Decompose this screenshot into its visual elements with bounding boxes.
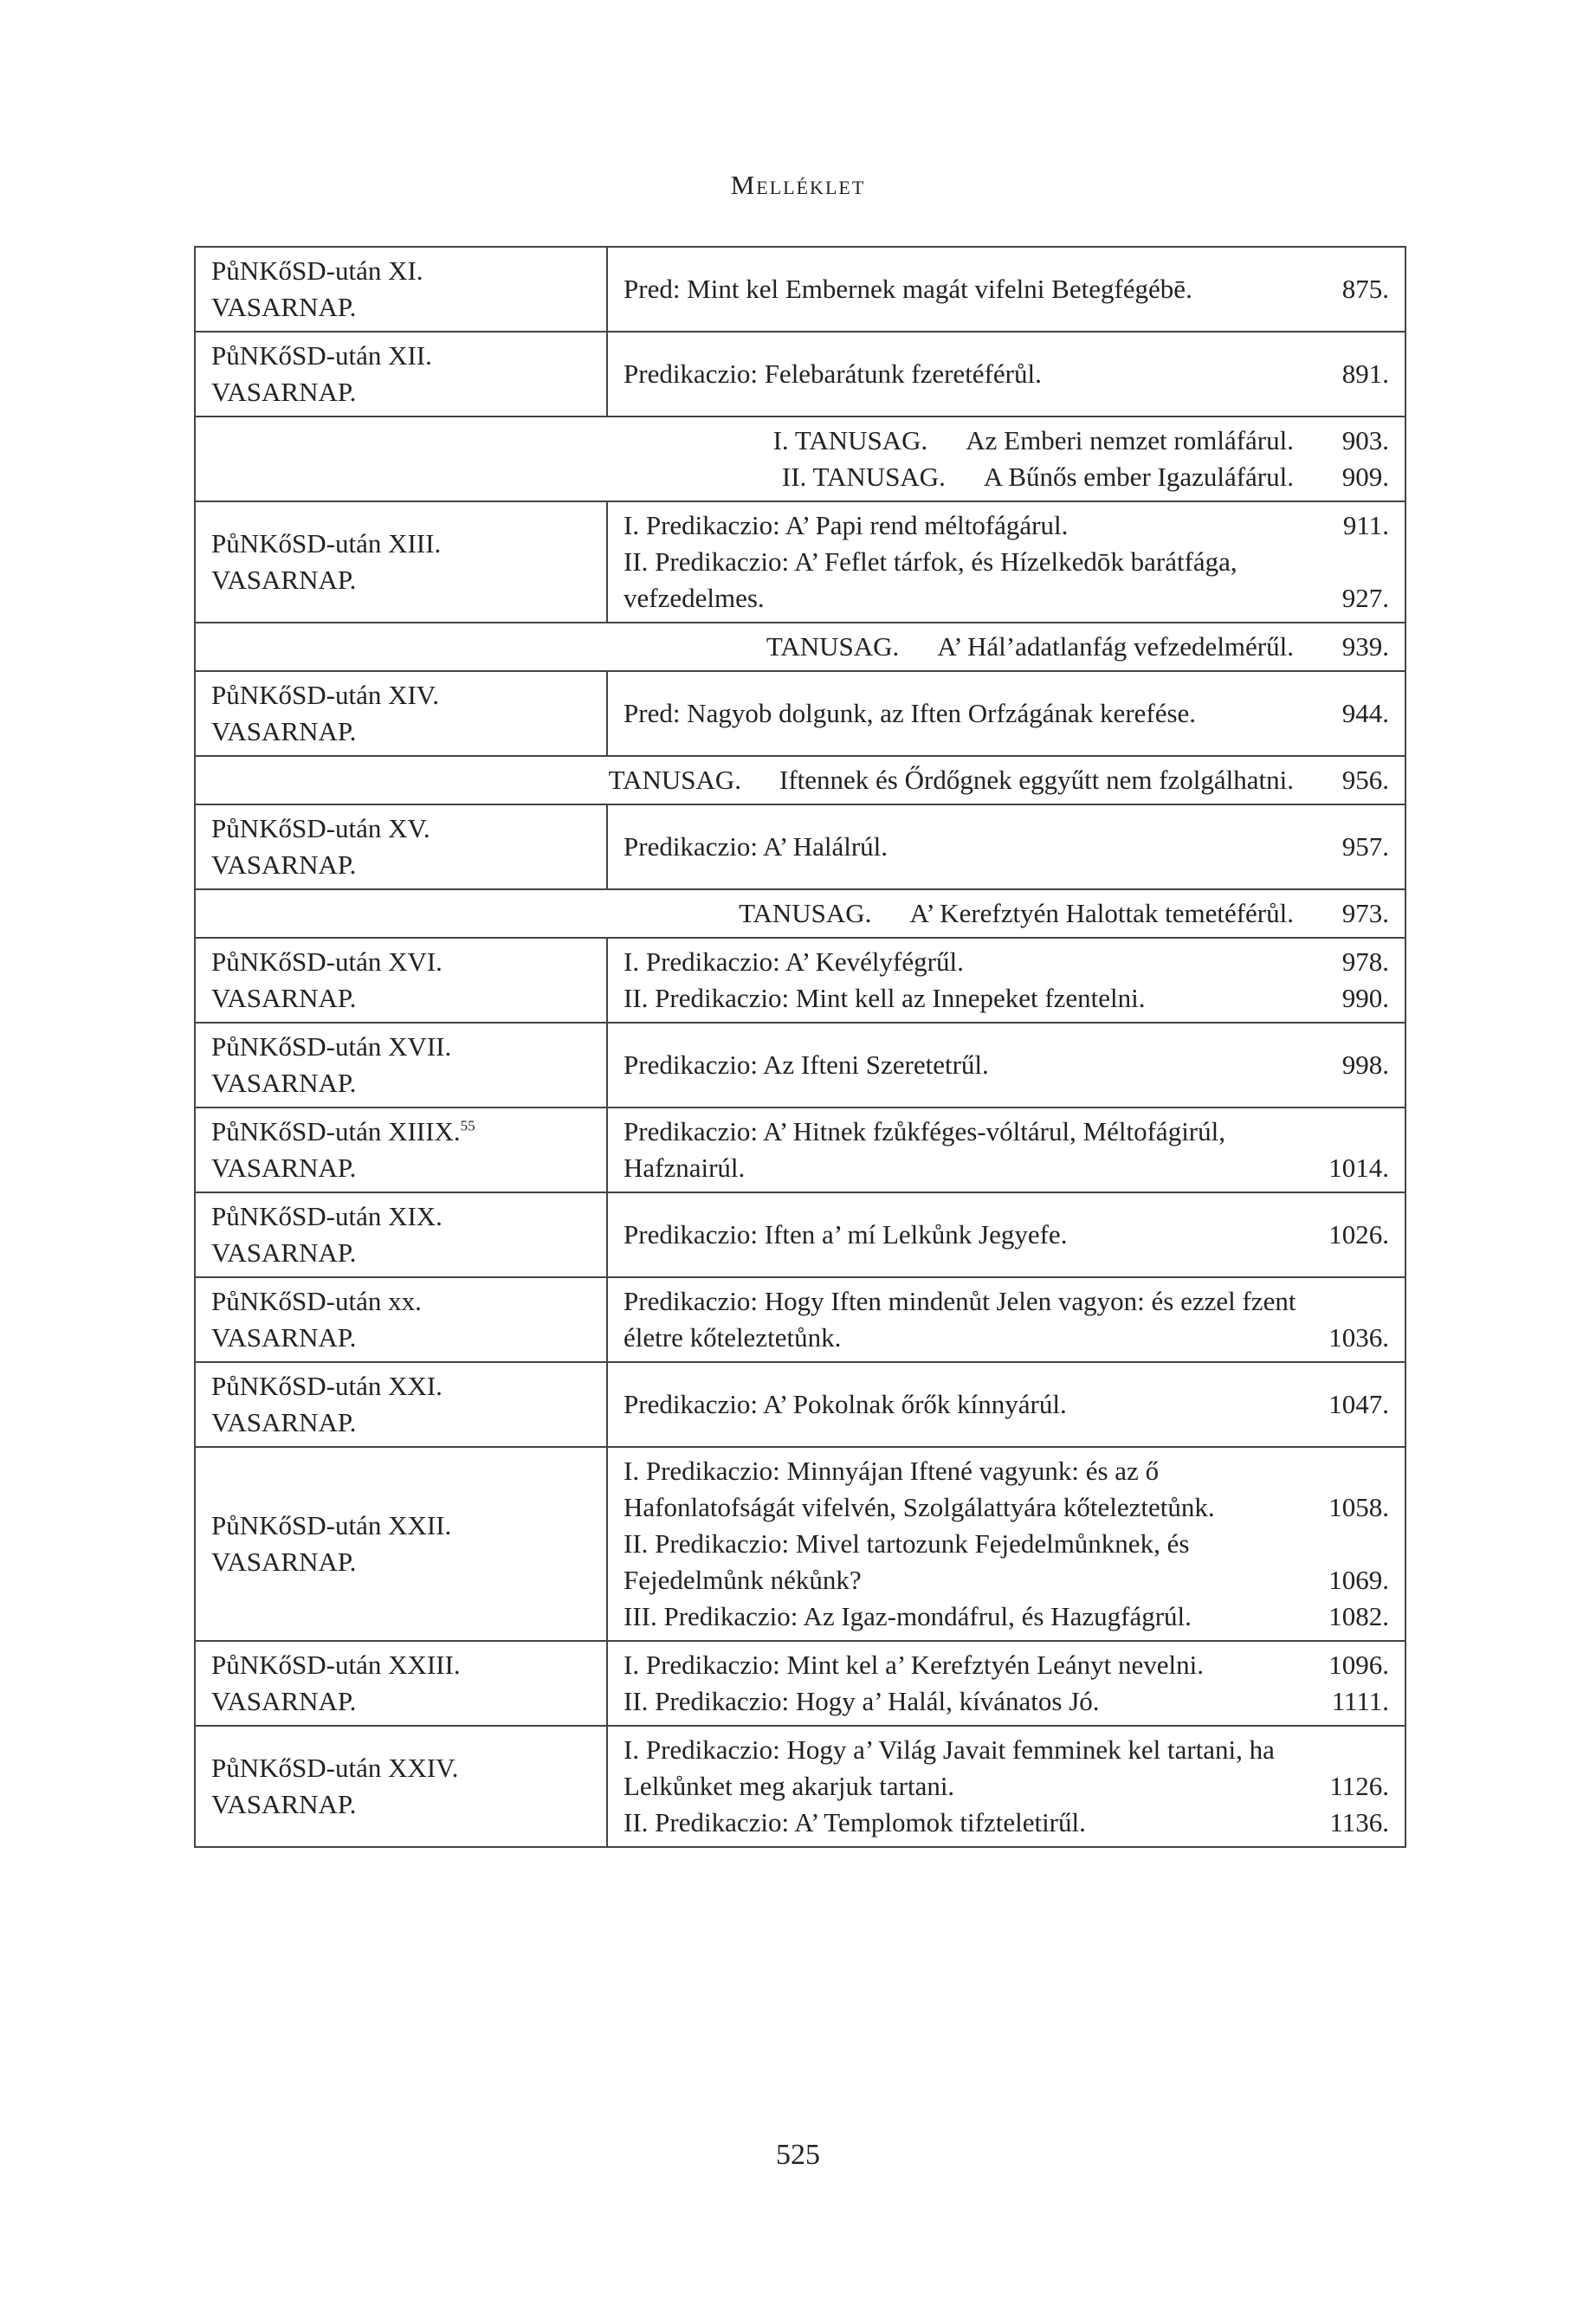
sermon-title: II. Predikaczio: Mivel tartozunk Fejedelmůnknek, és bbox=[624, 1528, 1190, 1559]
tanusag-cell bbox=[195, 756, 1405, 804]
page-ref: 1136. bbox=[1329, 1807, 1389, 1837]
sermon-cell bbox=[607, 1277, 1405, 1362]
sermon-cell bbox=[607, 804, 1405, 889]
sermon-title: III. Predikaczio: Az Igaz-mondáfrul, és Hazugfágrúl. bbox=[624, 1601, 1192, 1631]
sermon-title: II. Predikaczio: A’ Templomok tifzteletirűl. bbox=[624, 1807, 1086, 1837]
table-row bbox=[195, 1447, 1405, 1641]
page-ref: 1014. bbox=[1328, 1153, 1389, 1183]
sermon-title: II. Predikaczio: A’ Feflet tárfok, és Hízelkedōk barátfága, bbox=[624, 546, 1237, 577]
sermon-cell bbox=[607, 1726, 1405, 1847]
tanusag-label: TANUSAG. bbox=[739, 898, 872, 928]
page-ref: 1126. bbox=[1329, 1771, 1389, 1801]
sermon-title: Predikaczio: A’ Pokolnak őrők kínnyárúl. bbox=[624, 1389, 1067, 1419]
table-row bbox=[195, 1362, 1405, 1447]
sunday-label: PůNKőSD-után XXI. VASARNAP. bbox=[195, 1362, 607, 1447]
tanusag-title: Az Emberi nemzet romláfárul. bbox=[966, 425, 1294, 455]
sunday-label: PůNKőSD-után XXII. VASARNAP. bbox=[195, 1447, 607, 1641]
page-ref: 909. bbox=[1341, 462, 1389, 492]
page-ref: 1036. bbox=[1328, 1322, 1389, 1353]
page-number: 525 bbox=[776, 2139, 820, 2171]
page-ref: 944. bbox=[1341, 698, 1389, 728]
tanusag-label: TANUSAG. bbox=[608, 765, 742, 795]
page-ref: 891. bbox=[1341, 358, 1389, 389]
page-ref: 973. bbox=[1341, 898, 1389, 928]
tanusag-row bbox=[195, 756, 1405, 804]
page-ref: 957. bbox=[1341, 831, 1389, 862]
sermon-title-cont: Hafonlatofságát vifelvén, Szolgálattyára kőteleztetůnk. bbox=[624, 1492, 1215, 1522]
tanusag-title: A Bűnős ember Igazuláfárul. bbox=[983, 462, 1294, 492]
sermon-cell bbox=[607, 501, 1405, 623]
page-ref: 903. bbox=[1341, 425, 1389, 455]
sermon-title: Predikaczio: A’ Halálrúl. bbox=[624, 831, 888, 862]
page-ref: 1058. bbox=[1328, 1492, 1389, 1522]
tanusag-title: A’ Kerefztyén Halottak temetéférůl. bbox=[909, 898, 1294, 928]
sermon-cell bbox=[607, 1641, 1405, 1726]
tanusag-cell bbox=[195, 889, 1405, 938]
sermon-title: Predikaczio: Az Ifteni Szeretetrűl. bbox=[624, 1049, 989, 1080]
page-ref: 1111. bbox=[1331, 1686, 1389, 1716]
sunday-label: PůNKőSD-után XXIV. VASARNAP. bbox=[195, 1726, 607, 1847]
sermon-cell bbox=[607, 1023, 1405, 1108]
tanusag-label: II. TANUSAG. bbox=[781, 462, 946, 492]
page-ref: 1026. bbox=[1328, 1219, 1389, 1250]
table-row bbox=[195, 1108, 1405, 1192]
page-ref: 911. bbox=[1342, 510, 1389, 540]
table-row bbox=[195, 804, 1405, 889]
sermon-title: II. Predikaczio: Mint kell az Innepeket fzentelni. bbox=[624, 983, 1146, 1013]
sermon-cell bbox=[607, 1108, 1405, 1192]
sermon-title: II. Predikaczio: Hogy a’ Halál, kívánatos Jó. bbox=[624, 1686, 1100, 1716]
table-row bbox=[195, 1023, 1405, 1108]
table-row bbox=[195, 332, 1405, 417]
sunday-label: PůNKőSD-után XIV. VASARNAP. bbox=[195, 671, 607, 756]
sermon-title: I. Predikaczio: Hogy a’ Világ Javait femminek kel tartani, ha bbox=[624, 1734, 1275, 1765]
tanusag-title: Iftennek és Őrdőgnek eggyűtt nem fzolgálhatni. bbox=[779, 765, 1294, 795]
sunday-label: PůNKőSD-után XXIII. VASARNAP. bbox=[195, 1641, 607, 1726]
sunday-label: PůNKőSD-után XI. VASARNAP. bbox=[195, 247, 607, 332]
tanusag-row bbox=[195, 623, 1405, 671]
sermon-title-cont: Lelkůnket meg akarjuk tartani. bbox=[624, 1771, 955, 1801]
sermon-title: Pred: Mint kel Embernek magát vifelni Betegfégébē. bbox=[624, 274, 1192, 304]
table-row bbox=[195, 1192, 1405, 1277]
sermon-cell bbox=[607, 671, 1405, 756]
sermon-cell bbox=[607, 332, 1405, 417]
sunday-label: PůNKőSD-után XIX. VASARNAP. bbox=[195, 1192, 607, 1277]
contents-table bbox=[194, 246, 1406, 1848]
sunday-label: PůNKőSD-után XII. VASARNAP. bbox=[195, 332, 607, 417]
sermon-cell bbox=[607, 1192, 1405, 1277]
page-ref: 875. bbox=[1341, 274, 1389, 304]
sermon-title-cont: életre kőteleztetůnk. bbox=[624, 1322, 842, 1353]
page-ref: 1096. bbox=[1328, 1650, 1389, 1680]
sunday-label: PůNKőSD-után XIII. VASARNAP. bbox=[195, 501, 607, 623]
table-row bbox=[195, 938, 1405, 1023]
page-ref: 990. bbox=[1341, 983, 1389, 1013]
sermon-cell bbox=[607, 938, 1405, 1023]
sunday-label: PůNKőSD-után xx. VASARNAP. bbox=[195, 1277, 607, 1362]
sermon-title: Predikaczio: Felebarátunk fzeretéférůl. bbox=[624, 358, 1042, 389]
sermon-title: I. Predikaczio: A’ Papi rend méltofágárul. bbox=[624, 510, 1069, 540]
tanusag-label: TANUSAG. bbox=[766, 631, 900, 662]
sermon-title: I. Predikaczio: Minnyájan Iftené vagyunk: és az ő bbox=[624, 1456, 1160, 1486]
tanusag-title: A’ Hál’adatlanfág vefzedelmérűl. bbox=[937, 631, 1294, 662]
sermon-title: I. Predikaczio: A’ Kevélyfégrűl. bbox=[624, 946, 964, 977]
sermon-title: Predikaczio: A’ Hitnek fzůkféges-vóltárul, Méltofágirúl, bbox=[624, 1116, 1225, 1146]
page-ref: 939. bbox=[1341, 631, 1389, 662]
tanusag-row bbox=[195, 417, 1405, 501]
sunday-label: PůNKőSD-után XV. VASARNAP. bbox=[195, 804, 607, 889]
running-header: Melléklet bbox=[730, 170, 866, 200]
tanusag-cell bbox=[195, 417, 1405, 501]
table-row bbox=[195, 1277, 1405, 1362]
page-ref: 1069. bbox=[1328, 1565, 1389, 1595]
sermon-title-cont: vefzedelmes. bbox=[624, 583, 765, 613]
tanusag-label: I. TANUSAG. bbox=[772, 425, 928, 455]
tanusag-cell bbox=[195, 623, 1405, 671]
sunday-label: PůNKőSD-után XVI. VASARNAP. bbox=[195, 938, 607, 1023]
sermon-title: Predikaczio: Hogy Iften mindenůt Jelen vagyon: és ezzel fzent bbox=[624, 1286, 1296, 1316]
page-ref: 978. bbox=[1341, 946, 1389, 977]
table-row bbox=[195, 671, 1405, 756]
sermon-cell bbox=[607, 1447, 1405, 1641]
table-row bbox=[195, 247, 1405, 332]
footnote-marker: 55 bbox=[460, 1117, 475, 1134]
page-ref: 956. bbox=[1341, 765, 1389, 795]
page-ref: 927. bbox=[1341, 583, 1389, 613]
sermon-cell bbox=[607, 1362, 1405, 1447]
sermon-title-cont: Fejedelmůnk nékůnk? bbox=[624, 1565, 862, 1595]
tanusag-row bbox=[195, 889, 1405, 938]
page-ref: 1047. bbox=[1328, 1389, 1389, 1419]
sermon-cell bbox=[607, 247, 1405, 332]
page-ref: 1082. bbox=[1328, 1601, 1389, 1631]
table-row bbox=[195, 1641, 1405, 1726]
sunday-label: PůNKőSD-után XIIIX.$^{55}$ VASARNAP. bbox=[195, 1108, 607, 1192]
sermon-title: Predikaczio: Iften a’ mí Lelkůnk Jegyefe. bbox=[624, 1219, 1068, 1250]
sermon-title-cont: Hafznairúl. bbox=[624, 1153, 746, 1183]
table-row bbox=[195, 1726, 1405, 1847]
sunday-label: PůNKőSD-után XVII. VASARNAP. bbox=[195, 1023, 607, 1108]
page-ref: 998. bbox=[1341, 1049, 1389, 1080]
sermon-title: I. Predikaczio: Mint kel a’ Kerefztyén Leányt nevelni. bbox=[624, 1650, 1204, 1680]
table-row bbox=[195, 501, 1405, 623]
sermon-title: Pred: Nagyob dolgunk, az Iften Orfzágának kerefése. bbox=[624, 698, 1197, 728]
